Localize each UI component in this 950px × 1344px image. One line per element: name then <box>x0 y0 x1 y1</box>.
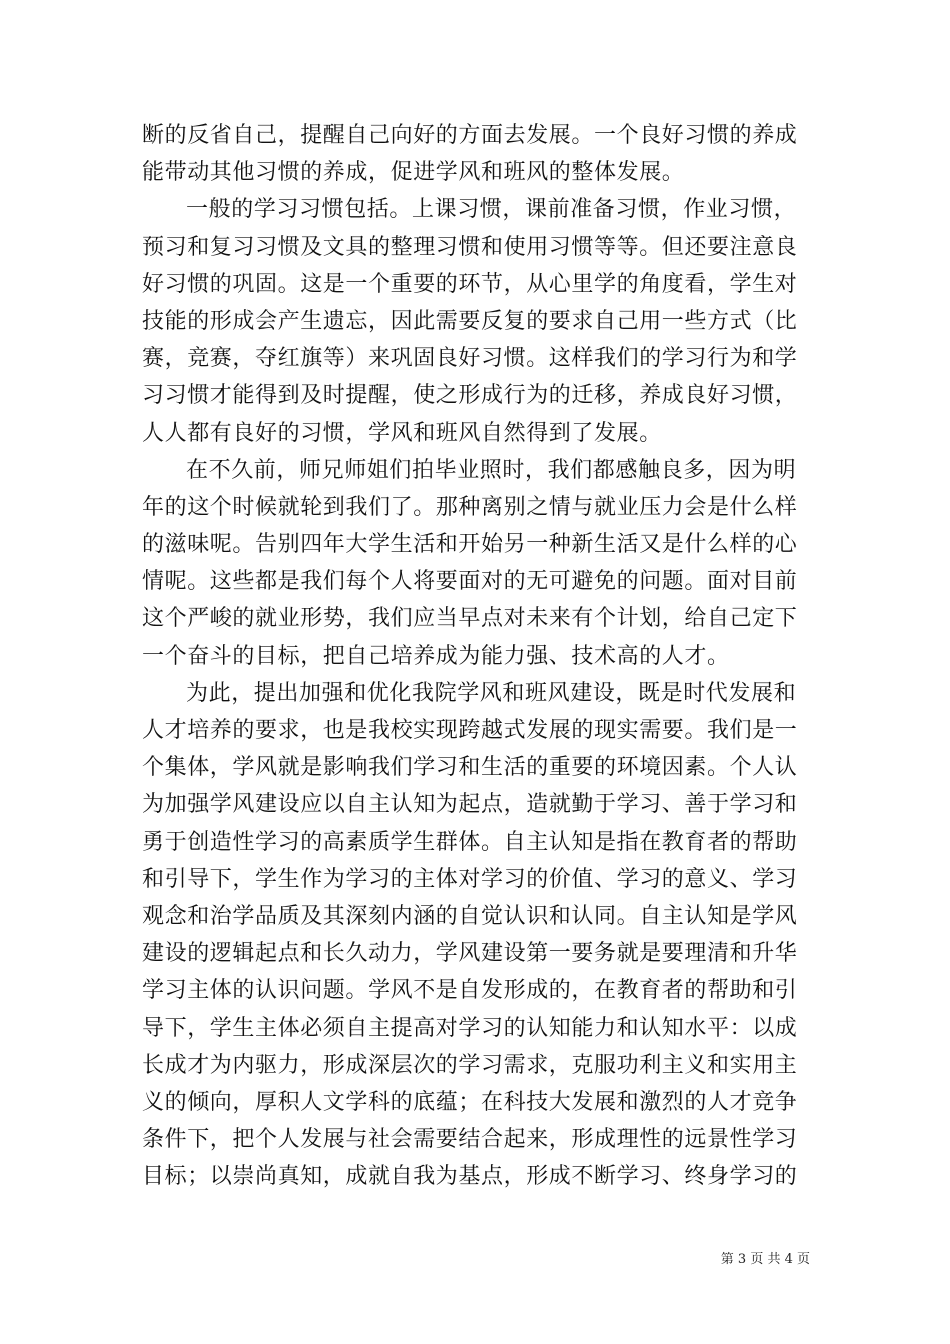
text-line: 观念和治学品质及其深刻内涵的自觉认识和认同。自主认知是学风 <box>142 903 798 929</box>
text-line: 的滋味呢。告别四年大学生活和开始另一种新生活又是什么样的心 <box>142 532 798 558</box>
text-line: 勇于创造性学习的高素质学生群体。自主认知是指在教育者的帮助 <box>142 829 798 855</box>
paragraph-start-line: 在不久前，师兄师姐们拍毕业照时，我们都感触良多，因为明 <box>186 457 797 483</box>
body-text <box>142 117 810 1195</box>
text-line: 人才培养的要求，也是我校实现跨越式发展的现实需要。我们是一 <box>142 718 798 743</box>
text-line: 条件下，把个人发展与社会需要结合起来，形成理性的远景性学习 <box>142 1127 798 1153</box>
text-line: 和引导下，学生作为学习的主体对学习的价值、学习的意义、学习 <box>142 866 798 892</box>
text-line: 习习惯才能得到及时提醒，使之形成行为的迁移，养成良好习惯， <box>142 383 798 409</box>
paragraph-start-line: 为此，提出加强和优化我院学风和班风建设，既是时代发展和 <box>186 680 797 706</box>
text-line: 能带动其他习惯的养成，促进学风和班风的整体发展。 <box>142 160 685 186</box>
paragraph-start-line: 一般的学习习惯包括。上课习惯，课前准备习惯，作业习惯， <box>186 197 797 223</box>
text-line: 人人都有良好的习惯，学风和班风自然得到了发展。 <box>142 420 662 446</box>
text-line: 目标；以崇尚真知，成就自我为基点，形成不断学习、终身学习的 <box>142 1164 798 1190</box>
text-line: 技能的形成会产生遗忘，因此需要反复的要求自己用一些方式（比 <box>142 308 798 334</box>
text-line: 这个严峻的就业形势，我们应当早点对未来有个计划，给自己定下 <box>142 606 798 632</box>
page-number: 第 3 页 共 4 页 <box>720 1252 810 1267</box>
text-line: 一个奋斗的目标，把自己培养成为能力强、技术高的人才。 <box>142 643 730 669</box>
text-line: 情呢。这些都是我们每个人将要面对的无可避免的问题。面对目前 <box>142 569 798 595</box>
text-line: 学习主体的认识问题。学风不是自发形成的，在教育者的帮助和引 <box>142 978 798 1004</box>
text-line: 预习和复习习惯及文具的整理习惯和使用习惯等等。但还要注意良 <box>142 234 798 260</box>
text-line: 为加强学风建设应以自主认知为起点，造就勤于学习、善于学习和 <box>142 792 798 818</box>
text-line: 赛，竞赛，夺红旗等）来巩固良好习惯。这样我们的学习行为和学 <box>142 346 798 372</box>
text-line: 建设的逻辑起点和长久动力，学风建设第一要务就是要理清和升华 <box>142 941 798 967</box>
text-line: 长成才为内驱力，形成深层次的学习需求，克服功利主义和实用主 <box>142 1052 798 1078</box>
text-line: 个集体，学风就是影响我们学习和生活的重要的环境因素。个人认 <box>142 755 798 781</box>
text-line: 断的反省自己，提醒自己向好的方面去发展。一个良好习惯的养成 <box>142 123 798 148</box>
text-line: 导下，学生主体必须自主提高对学习的认知能力和认知水平：以成 <box>142 1015 798 1041</box>
text-line: 好习惯的巩固。这是一个重要的环节，从心里学的角度看，学生对 <box>142 271 798 297</box>
text-line: 年的这个时候就轮到我们了。那种离别之情与就业压力会是什么样 <box>142 494 798 520</box>
text-line: 义的倾向，厚积人文学科的底蕴；在科技大发展和激烈的人才竞争 <box>142 1089 798 1115</box>
